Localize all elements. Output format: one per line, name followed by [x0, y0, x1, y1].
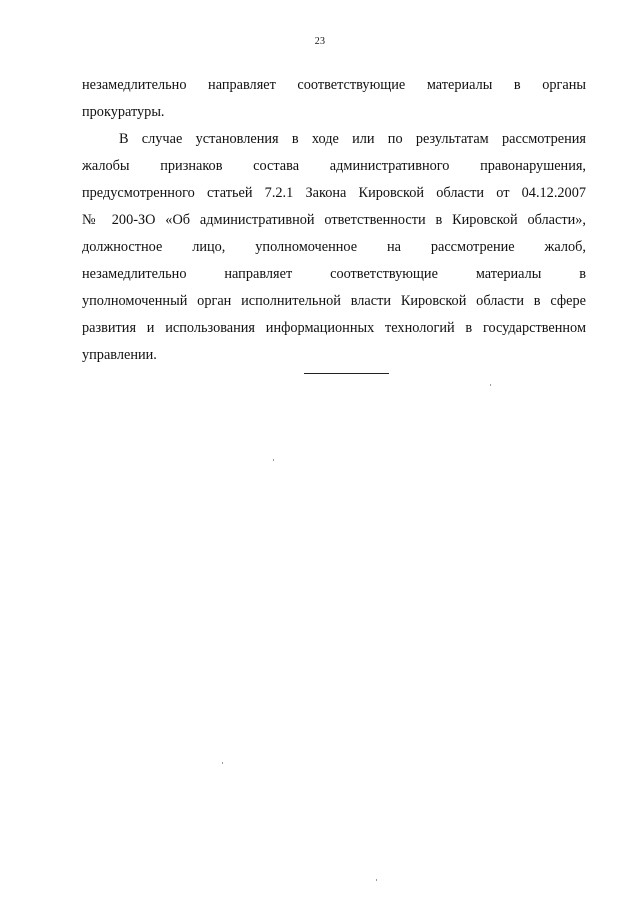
- text-line: незамедлительно направляет соответствующие материалы в органы: [82, 77, 586, 93]
- text-line: № 200-ЗО «Об административной ответственности в Кировской области»,: [82, 212, 586, 228]
- text-line: предусмотренного статьей 7.2.1 Закона Кировской области от 04.12.2007: [82, 185, 586, 201]
- scan-speck: [376, 879, 377, 881]
- text-line: прокуратуры.: [82, 104, 165, 120]
- scan-speck: [273, 459, 274, 461]
- text-line: управлении.: [82, 347, 157, 363]
- text-line: В случае установления в ходе или по результатам рассмотрения: [119, 131, 586, 147]
- text-line: развития и использования информационных технологий в государственном: [82, 320, 586, 336]
- document-body: [82, 72, 586, 369]
- scan-speck: [490, 384, 491, 386]
- end-divider: [304, 373, 389, 374]
- scan-speck: [222, 762, 223, 764]
- text-line: уполномоченный орган исполнительной власти Кировской области в сфере: [82, 293, 586, 309]
- text-line: незамедлительно направляет соответствующие материалы в: [82, 266, 586, 282]
- text-line: жалобы признаков состава административного правонарушения,: [82, 158, 586, 174]
- text-line: должностное лицо, уполномоченное на рассмотрение жалоб,: [82, 239, 586, 255]
- page-number: 23: [314, 36, 326, 47]
